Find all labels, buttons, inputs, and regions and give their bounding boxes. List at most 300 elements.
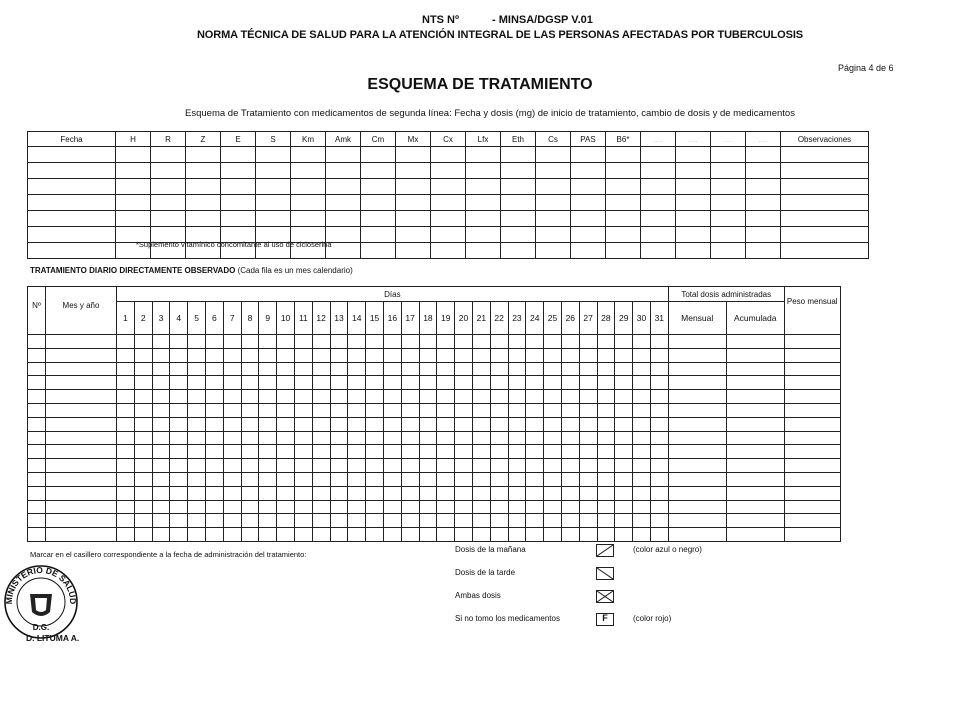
entry-cell[interactable]	[668, 376, 726, 390]
day-cell[interactable]	[437, 417, 455, 431]
day-cell[interactable]	[455, 376, 473, 390]
day-cell[interactable]	[437, 472, 455, 486]
entry-cell[interactable]	[784, 348, 840, 362]
entry-cell[interactable]	[326, 163, 361, 179]
entry-cell[interactable]	[781, 211, 869, 227]
entry-cell[interactable]	[668, 486, 726, 500]
entry-cell[interactable]	[726, 403, 784, 417]
day-cell[interactable]	[508, 486, 526, 500]
day-cell[interactable]	[294, 472, 312, 486]
day-cell[interactable]	[401, 431, 419, 445]
entry-cell[interactable]	[668, 417, 726, 431]
day-cell[interactable]	[437, 348, 455, 362]
day-cell[interactable]	[330, 335, 348, 349]
day-cell[interactable]	[188, 376, 206, 390]
day-cell[interactable]	[205, 472, 223, 486]
entry-cell[interactable]	[186, 163, 221, 179]
entry-cell[interactable]	[431, 211, 466, 227]
entry-cell[interactable]	[186, 211, 221, 227]
day-cell[interactable]	[544, 486, 562, 500]
entry-cell[interactable]	[668, 514, 726, 528]
entry-cell[interactable]	[784, 390, 840, 404]
day-cell[interactable]	[472, 459, 490, 473]
day-cell[interactable]	[472, 514, 490, 528]
day-cell[interactable]	[294, 528, 312, 542]
day-cell[interactable]	[490, 472, 508, 486]
day-cell[interactable]	[508, 335, 526, 349]
entry-cell[interactable]	[361, 243, 396, 259]
day-cell[interactable]	[170, 417, 188, 431]
entry-cell[interactable]	[396, 211, 431, 227]
day-cell[interactable]	[383, 459, 401, 473]
day-cell[interactable]	[383, 335, 401, 349]
entry-cell[interactable]	[711, 147, 746, 163]
day-cell[interactable]	[437, 459, 455, 473]
day-cell[interactable]	[579, 390, 597, 404]
day-cell[interactable]	[277, 472, 295, 486]
day-cell[interactable]	[348, 335, 366, 349]
day-cell[interactable]	[455, 500, 473, 514]
day-cell[interactable]	[294, 335, 312, 349]
entry-cell[interactable]	[291, 147, 326, 163]
day-cell[interactable]	[544, 514, 562, 528]
entry-cell[interactable]	[641, 179, 676, 195]
day-cell[interactable]	[117, 500, 135, 514]
day-cell[interactable]	[472, 335, 490, 349]
entry-cell[interactable]	[784, 445, 840, 459]
day-cell[interactable]	[205, 431, 223, 445]
entry-cell[interactable]	[606, 211, 641, 227]
entry-cell[interactable]	[46, 514, 117, 528]
day-cell[interactable]	[188, 362, 206, 376]
day-cell[interactable]	[223, 514, 241, 528]
day-cell[interactable]	[241, 445, 259, 459]
day-cell[interactable]	[615, 500, 633, 514]
entry-cell[interactable]	[28, 335, 46, 349]
day-cell[interactable]	[188, 348, 206, 362]
day-cell[interactable]	[330, 362, 348, 376]
day-cell[interactable]	[615, 528, 633, 542]
day-cell[interactable]	[188, 403, 206, 417]
day-cell[interactable]	[205, 445, 223, 459]
day-cell[interactable]	[455, 403, 473, 417]
day-cell[interactable]	[277, 417, 295, 431]
day-cell[interactable]	[205, 528, 223, 542]
day-cell[interactable]	[561, 528, 579, 542]
day-cell[interactable]	[312, 403, 330, 417]
day-cell[interactable]	[597, 362, 615, 376]
day-cell[interactable]	[526, 348, 544, 362]
entry-cell[interactable]	[28, 472, 46, 486]
day-cell[interactable]	[579, 335, 597, 349]
day-cell[interactable]	[597, 486, 615, 500]
entry-cell[interactable]	[746, 211, 781, 227]
day-cell[interactable]	[170, 445, 188, 459]
day-cell[interactable]	[437, 528, 455, 542]
day-cell[interactable]	[348, 486, 366, 500]
day-cell[interactable]	[544, 472, 562, 486]
entry-cell[interactable]	[746, 179, 781, 195]
day-cell[interactable]	[152, 403, 170, 417]
day-cell[interactable]	[241, 472, 259, 486]
entry-cell[interactable]	[668, 348, 726, 362]
day-cell[interactable]	[188, 528, 206, 542]
day-cell[interactable]	[134, 362, 152, 376]
entry-cell[interactable]	[396, 179, 431, 195]
entry-cell[interactable]	[291, 211, 326, 227]
day-cell[interactable]	[259, 459, 277, 473]
day-cell[interactable]	[277, 486, 295, 500]
day-cell[interactable]	[401, 362, 419, 376]
entry-cell[interactable]	[784, 431, 840, 445]
day-cell[interactable]	[348, 500, 366, 514]
day-cell[interactable]	[241, 459, 259, 473]
day-cell[interactable]	[134, 528, 152, 542]
day-cell[interactable]	[437, 500, 455, 514]
day-cell[interactable]	[544, 500, 562, 514]
entry-cell[interactable]	[396, 243, 431, 259]
entry-cell[interactable]	[501, 147, 536, 163]
day-cell[interactable]	[633, 348, 651, 362]
entry-cell[interactable]	[536, 163, 571, 179]
day-cell[interactable]	[277, 528, 295, 542]
entry-cell[interactable]	[28, 243, 116, 259]
day-cell[interactable]	[205, 486, 223, 500]
day-cell[interactable]	[579, 528, 597, 542]
day-cell[interactable]	[188, 417, 206, 431]
day-cell[interactable]	[277, 514, 295, 528]
day-cell[interactable]	[633, 528, 651, 542]
day-cell[interactable]	[508, 445, 526, 459]
entry-cell[interactable]	[641, 147, 676, 163]
day-cell[interactable]	[490, 445, 508, 459]
day-cell[interactable]	[312, 362, 330, 376]
entry-cell[interactable]	[28, 459, 46, 473]
day-cell[interactable]	[330, 431, 348, 445]
entry-cell[interactable]	[501, 163, 536, 179]
day-cell[interactable]	[526, 528, 544, 542]
day-cell[interactable]	[277, 390, 295, 404]
day-cell[interactable]	[401, 335, 419, 349]
entry-cell[interactable]	[431, 163, 466, 179]
day-cell[interactable]	[508, 431, 526, 445]
day-cell[interactable]	[223, 390, 241, 404]
day-cell[interactable]	[490, 390, 508, 404]
day-cell[interactable]	[223, 335, 241, 349]
day-cell[interactable]	[223, 417, 241, 431]
entry-cell[interactable]	[326, 195, 361, 211]
day-cell[interactable]	[348, 528, 366, 542]
day-cell[interactable]	[437, 445, 455, 459]
day-cell[interactable]	[205, 514, 223, 528]
day-cell[interactable]	[188, 472, 206, 486]
day-cell[interactable]	[615, 459, 633, 473]
entry-cell[interactable]	[668, 362, 726, 376]
day-cell[interactable]	[419, 376, 437, 390]
day-cell[interactable]	[633, 390, 651, 404]
day-cell[interactable]	[419, 445, 437, 459]
day-cell[interactable]	[383, 362, 401, 376]
entry-cell[interactable]	[668, 403, 726, 417]
entry-cell[interactable]	[668, 500, 726, 514]
day-cell[interactable]	[241, 376, 259, 390]
day-cell[interactable]	[259, 445, 277, 459]
day-cell[interactable]	[472, 431, 490, 445]
entry-cell[interactable]	[28, 431, 46, 445]
day-cell[interactable]	[383, 500, 401, 514]
entry-cell[interactable]	[641, 227, 676, 243]
day-cell[interactable]	[490, 459, 508, 473]
day-cell[interactable]	[508, 528, 526, 542]
entry-cell[interactable]	[501, 179, 536, 195]
day-cell[interactable]	[205, 348, 223, 362]
day-cell[interactable]	[170, 335, 188, 349]
entry-cell[interactable]	[606, 195, 641, 211]
day-cell[interactable]	[366, 417, 384, 431]
day-cell[interactable]	[294, 417, 312, 431]
day-cell[interactable]	[508, 472, 526, 486]
day-cell[interactable]	[490, 403, 508, 417]
day-cell[interactable]	[633, 431, 651, 445]
day-cell[interactable]	[259, 376, 277, 390]
day-cell[interactable]	[419, 403, 437, 417]
day-cell[interactable]	[312, 514, 330, 528]
day-cell[interactable]	[188, 500, 206, 514]
day-cell[interactable]	[455, 335, 473, 349]
day-cell[interactable]	[277, 403, 295, 417]
day-cell[interactable]	[650, 486, 668, 500]
day-cell[interactable]	[152, 376, 170, 390]
day-cell[interactable]	[650, 514, 668, 528]
day-cell[interactable]	[170, 376, 188, 390]
day-cell[interactable]	[633, 376, 651, 390]
day-cell[interactable]	[188, 390, 206, 404]
day-cell[interactable]	[312, 376, 330, 390]
day-cell[interactable]	[152, 445, 170, 459]
day-cell[interactable]	[526, 431, 544, 445]
day-cell[interactable]	[277, 376, 295, 390]
day-cell[interactable]	[188, 445, 206, 459]
day-cell[interactable]	[579, 459, 597, 473]
day-cell[interactable]	[134, 390, 152, 404]
day-cell[interactable]	[597, 459, 615, 473]
entry-cell[interactable]	[396, 147, 431, 163]
day-cell[interactable]	[650, 362, 668, 376]
day-cell[interactable]	[650, 403, 668, 417]
day-cell[interactable]	[579, 376, 597, 390]
day-cell[interactable]	[615, 403, 633, 417]
entry-cell[interactable]	[781, 179, 869, 195]
day-cell[interactable]	[597, 472, 615, 486]
day-cell[interactable]	[490, 486, 508, 500]
day-cell[interactable]	[526, 335, 544, 349]
day-cell[interactable]	[223, 362, 241, 376]
day-cell[interactable]	[561, 431, 579, 445]
day-cell[interactable]	[134, 376, 152, 390]
day-cell[interactable]	[366, 403, 384, 417]
day-cell[interactable]	[579, 486, 597, 500]
day-cell[interactable]	[633, 335, 651, 349]
day-cell[interactable]	[633, 472, 651, 486]
entry-cell[interactable]	[571, 195, 606, 211]
day-cell[interactable]	[544, 528, 562, 542]
entry-cell[interactable]	[784, 472, 840, 486]
entry-cell[interactable]	[676, 195, 711, 211]
day-cell[interactable]	[472, 390, 490, 404]
day-cell[interactable]	[117, 472, 135, 486]
day-cell[interactable]	[579, 417, 597, 431]
day-cell[interactable]	[366, 514, 384, 528]
day-cell[interactable]	[544, 431, 562, 445]
entry-cell[interactable]	[501, 211, 536, 227]
day-cell[interactable]	[312, 528, 330, 542]
day-cell[interactable]	[472, 362, 490, 376]
entry-cell[interactable]	[46, 472, 117, 486]
day-cell[interactable]	[277, 362, 295, 376]
day-cell[interactable]	[312, 390, 330, 404]
entry-cell[interactable]	[668, 431, 726, 445]
day-cell[interactable]	[401, 417, 419, 431]
day-cell[interactable]	[366, 362, 384, 376]
entry-cell[interactable]	[396, 227, 431, 243]
entry-cell[interactable]	[726, 514, 784, 528]
day-cell[interactable]	[401, 500, 419, 514]
day-cell[interactable]	[170, 459, 188, 473]
entry-cell[interactable]	[606, 163, 641, 179]
day-cell[interactable]	[152, 348, 170, 362]
day-cell[interactable]	[383, 403, 401, 417]
entry-cell[interactable]	[466, 147, 501, 163]
day-cell[interactable]	[633, 403, 651, 417]
entry-cell[interactable]	[151, 147, 186, 163]
entry-cell[interactable]	[501, 227, 536, 243]
day-cell[interactable]	[277, 431, 295, 445]
day-cell[interactable]	[348, 390, 366, 404]
entry-cell[interactable]	[151, 163, 186, 179]
entry-cell[interactable]	[361, 211, 396, 227]
entry-cell[interactable]	[361, 195, 396, 211]
day-cell[interactable]	[277, 335, 295, 349]
entry-cell[interactable]	[431, 147, 466, 163]
day-cell[interactable]	[597, 417, 615, 431]
entry-cell[interactable]	[726, 486, 784, 500]
day-cell[interactable]	[259, 472, 277, 486]
entry-cell[interactable]	[746, 195, 781, 211]
day-cell[interactable]	[419, 486, 437, 500]
day-cell[interactable]	[472, 403, 490, 417]
day-cell[interactable]	[561, 335, 579, 349]
entry-cell[interactable]	[28, 486, 46, 500]
day-cell[interactable]	[383, 445, 401, 459]
day-cell[interactable]	[312, 417, 330, 431]
day-cell[interactable]	[383, 431, 401, 445]
entry-cell[interactable]	[46, 390, 117, 404]
day-cell[interactable]	[455, 390, 473, 404]
day-cell[interactable]	[277, 500, 295, 514]
entry-cell[interactable]	[116, 195, 151, 211]
day-cell[interactable]	[117, 376, 135, 390]
entry-cell[interactable]	[668, 390, 726, 404]
day-cell[interactable]	[330, 500, 348, 514]
day-cell[interactable]	[419, 348, 437, 362]
entry-cell[interactable]	[28, 376, 46, 390]
entry-cell[interactable]	[28, 348, 46, 362]
day-cell[interactable]	[597, 514, 615, 528]
day-cell[interactable]	[383, 472, 401, 486]
day-cell[interactable]	[526, 500, 544, 514]
day-cell[interactable]	[419, 500, 437, 514]
day-cell[interactable]	[366, 376, 384, 390]
day-cell[interactable]	[170, 431, 188, 445]
entry-cell[interactable]	[746, 227, 781, 243]
entry-cell[interactable]	[784, 514, 840, 528]
entry-cell[interactable]	[466, 243, 501, 259]
day-cell[interactable]	[348, 417, 366, 431]
day-cell[interactable]	[490, 335, 508, 349]
entry-cell[interactable]	[291, 163, 326, 179]
day-cell[interactable]	[633, 459, 651, 473]
day-cell[interactable]	[294, 390, 312, 404]
day-cell[interactable]	[152, 362, 170, 376]
day-cell[interactable]	[437, 514, 455, 528]
day-cell[interactable]	[526, 376, 544, 390]
day-cell[interactable]	[383, 486, 401, 500]
day-cell[interactable]	[241, 486, 259, 500]
day-cell[interactable]	[312, 486, 330, 500]
day-cell[interactable]	[348, 445, 366, 459]
day-cell[interactable]	[544, 376, 562, 390]
day-cell[interactable]	[223, 376, 241, 390]
entry-cell[interactable]	[536, 211, 571, 227]
day-cell[interactable]	[294, 500, 312, 514]
day-cell[interactable]	[437, 376, 455, 390]
day-cell[interactable]	[419, 472, 437, 486]
day-cell[interactable]	[205, 459, 223, 473]
entry-cell[interactable]	[116, 211, 151, 227]
day-cell[interactable]	[348, 459, 366, 473]
day-cell[interactable]	[490, 376, 508, 390]
day-cell[interactable]	[508, 362, 526, 376]
day-cell[interactable]	[544, 445, 562, 459]
day-cell[interactable]	[134, 348, 152, 362]
day-cell[interactable]	[508, 459, 526, 473]
day-cell[interactable]	[508, 500, 526, 514]
day-cell[interactable]	[526, 403, 544, 417]
day-cell[interactable]	[561, 459, 579, 473]
day-cell[interactable]	[152, 335, 170, 349]
day-cell[interactable]	[241, 500, 259, 514]
day-cell[interactable]	[615, 417, 633, 431]
day-cell[interactable]	[615, 362, 633, 376]
day-cell[interactable]	[348, 362, 366, 376]
day-cell[interactable]	[366, 486, 384, 500]
day-cell[interactable]	[437, 362, 455, 376]
entry-cell[interactable]	[676, 147, 711, 163]
entry-cell[interactable]	[784, 376, 840, 390]
day-cell[interactable]	[294, 362, 312, 376]
day-cell[interactable]	[134, 459, 152, 473]
entry-cell[interactable]	[606, 243, 641, 259]
day-cell[interactable]	[455, 362, 473, 376]
entry-cell[interactable]	[431, 227, 466, 243]
day-cell[interactable]	[223, 431, 241, 445]
entry-cell[interactable]	[668, 459, 726, 473]
day-cell[interactable]	[579, 403, 597, 417]
entry-cell[interactable]	[606, 147, 641, 163]
day-cell[interactable]	[650, 528, 668, 542]
day-cell[interactable]	[597, 528, 615, 542]
day-cell[interactable]	[223, 459, 241, 473]
